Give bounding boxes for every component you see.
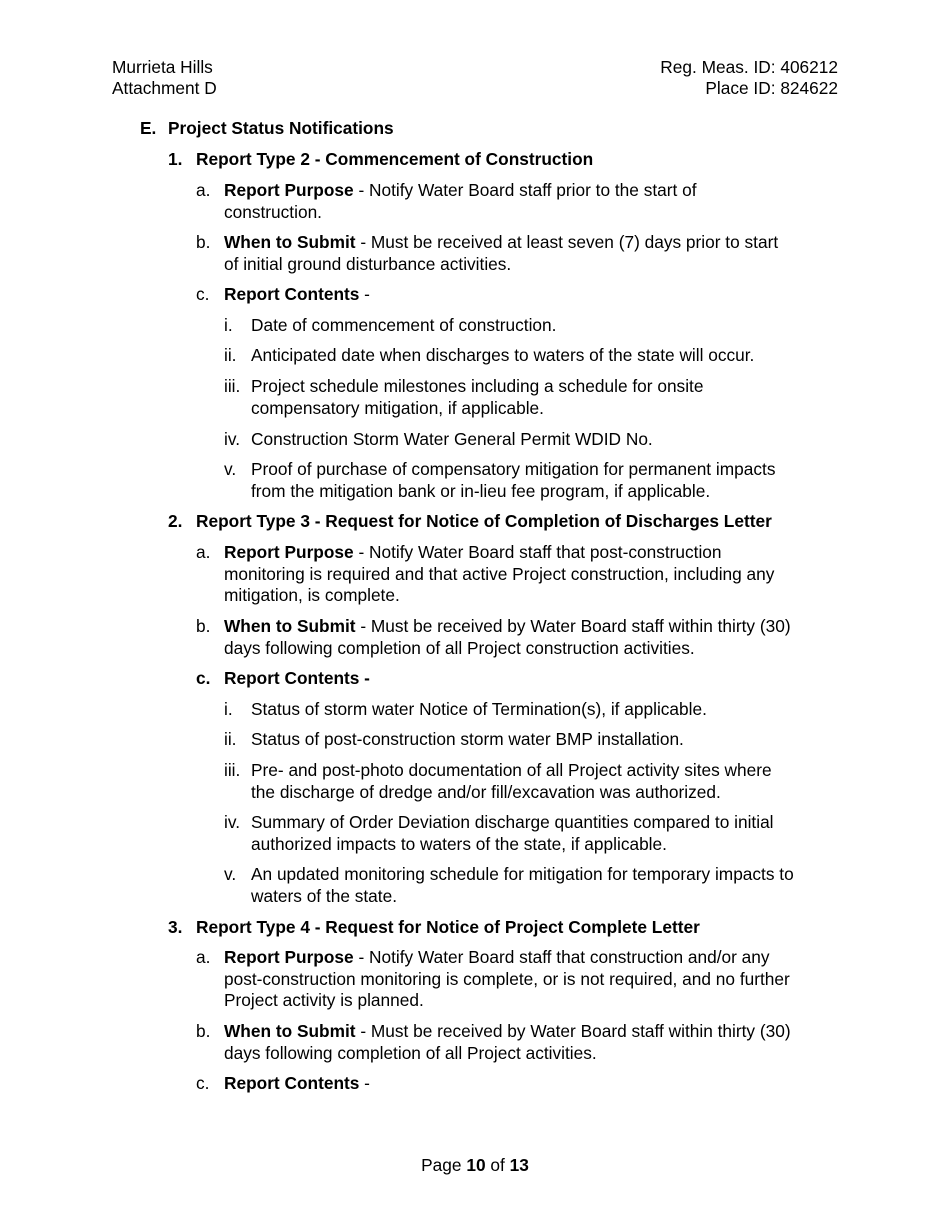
- report3-i-marker: i.: [224, 699, 233, 719]
- report4-b-marker: b.: [196, 1021, 211, 1041]
- report3-v-line2: waters of the state.: [251, 885, 398, 906]
- report2-a-text2: construction.: [224, 201, 322, 222]
- report2-i-marker: i.: [224, 315, 233, 335]
- header-project-name: Murrieta Hills: [112, 57, 213, 77]
- report2-c-text1: -: [359, 284, 370, 304]
- report3-iv-item: [251, 812, 774, 855]
- report3-v-item: [251, 864, 794, 907]
- report2-a-item: [224, 180, 697, 223]
- report3-a-text2: monitoring is required and that active Project construction, including any: [224, 563, 775, 584]
- report3-iv-line1: Summary of Order Deviation discharge quantities compared to initial: [251, 812, 774, 832]
- report2-v-line1: Proof of purchase of compensatory mitigation for permanent impacts: [251, 459, 776, 479]
- header-attachment: Attachment D: [112, 78, 217, 98]
- report3-iii-line2: the discharge of dredge and/or fill/excavation was authorized.: [251, 781, 721, 802]
- footer-page-number: 10: [466, 1155, 486, 1175]
- report2-b-item: [224, 232, 778, 275]
- report2-iii-item: [251, 376, 703, 419]
- report3-b-marker: b.: [196, 616, 211, 636]
- report2-iv-text: Construction Storm Water General Permit WDID No.: [251, 429, 653, 449]
- report4-a-text1: - Notify Water Board staff that construction and/or any: [353, 947, 770, 967]
- report2-marker: 1.: [168, 149, 183, 169]
- report2-i-text: Date of commencement of construction.: [251, 315, 557, 335]
- report2-title: Report Type 2 - Commencement of Construction: [196, 149, 594, 169]
- header-place-id: Place ID: 824622: [705, 78, 838, 98]
- report3-c-marker: c.: [196, 668, 211, 688]
- report3-iv-line2: authorized impacts to waters of the state, if applicable.: [251, 833, 667, 854]
- report3-i-text: Status of storm water Notice of Termination(s), if applicable.: [251, 699, 707, 719]
- report3-b-text2: days following completion of all Project construction activities.: [224, 637, 695, 658]
- report4-b-text2: days following completion of all Project activities.: [224, 1042, 597, 1063]
- report4-marker: 3.: [168, 917, 183, 937]
- report4-title: Report Type 4 - Request for Notice of Project Complete Letter: [196, 917, 700, 937]
- report2-b-label: When to Submit: [224, 232, 356, 252]
- report4-c-item: [224, 1073, 370, 1095]
- report3-ii-text: Status of post-construction storm water BMP installation.: [251, 729, 684, 749]
- report3-b-text1: - Must be received by Water Board staff within thirty (30): [355, 616, 791, 636]
- report2-v-marker: v.: [224, 459, 237, 479]
- report2-b-text2: of initial ground disturbance activities.: [224, 253, 512, 274]
- report2-v-item: [251, 459, 775, 502]
- report2-c-label: Report Contents: [224, 284, 360, 304]
- report2-iii-line1: Project schedule milestones including a schedule for onsite: [251, 376, 704, 396]
- report4-c-text1: -: [359, 1073, 370, 1093]
- report2-iii-line2: compensatory mitigation, if applicable.: [251, 397, 544, 418]
- report3-marker: 2.: [168, 511, 183, 531]
- report3-iii-marker: iii.: [224, 760, 241, 780]
- header-reg-meas-id: Reg. Meas. ID: 406212: [660, 57, 838, 77]
- report4-a-marker: a.: [196, 947, 211, 967]
- report3-iv-marker: iv.: [224, 812, 240, 832]
- report3-c-label: Report Contents -: [224, 668, 370, 688]
- report3-ii-marker: ii.: [224, 729, 237, 749]
- report2-ii-text: Anticipated date when discharges to waters of the state will occur.: [251, 345, 755, 365]
- footer-page-total: 13: [509, 1155, 529, 1175]
- report4-b-text1: - Must be received by Water Board staff within thirty (30): [355, 1021, 791, 1041]
- report3-iii-line1: Pre- and post-photo documentation of all Project activity sites where: [251, 760, 772, 780]
- report4-a-item: [224, 947, 790, 1012]
- report3-b-label: When to Submit: [224, 616, 356, 636]
- report3-a-item: [224, 542, 774, 607]
- report2-c-item: [224, 284, 370, 306]
- report2-a-marker: a.: [196, 180, 211, 200]
- report3-a-label: Report Purpose: [224, 542, 354, 562]
- section-title: Project Status Notifications: [168, 118, 394, 138]
- report4-a-label: Report Purpose: [224, 947, 354, 967]
- report4-a-text3: Project activity is planned.: [224, 990, 424, 1011]
- report4-c-marker: c.: [196, 1073, 210, 1093]
- report2-b-marker: b.: [196, 232, 211, 252]
- report4-c-label: Report Contents: [224, 1073, 360, 1093]
- section-marker: E.: [140, 118, 157, 138]
- report2-iii-marker: iii.: [224, 376, 241, 396]
- report2-c-marker: c.: [196, 284, 210, 304]
- report3-v-line1: An updated monitoring schedule for mitigation for temporary impacts to: [251, 864, 794, 884]
- footer-of-word: of: [490, 1155, 505, 1175]
- report3-v-marker: v.: [224, 864, 237, 884]
- report2-a-label: Report Purpose: [224, 180, 354, 200]
- report3-iii-item: [251, 760, 772, 803]
- report2-a-text1: - Notify Water Board staff prior to the start of: [353, 180, 697, 200]
- report4-b-item: [224, 1021, 791, 1064]
- footer-page-word: Page: [421, 1155, 462, 1175]
- report2-v-line2: from the mitigation bank or in-lieu fee program, if applicable.: [251, 480, 711, 501]
- report3-a-text3: mitigation, is complete.: [224, 585, 400, 606]
- report2-iv-marker: iv.: [224, 429, 240, 449]
- report3-a-marker: a.: [196, 542, 211, 562]
- report2-ii-marker: ii.: [224, 345, 237, 365]
- report3-title: Report Type 3 - Request for Notice of Completion of Discharges Letter: [196, 511, 772, 531]
- report4-b-label: When to Submit: [224, 1021, 356, 1041]
- report3-b-item: [224, 616, 791, 659]
- report2-b-text1: - Must be received at least seven (7) days prior to start: [355, 232, 779, 252]
- report3-a-text1: - Notify Water Board staff that post-construction: [353, 542, 722, 562]
- page-footer: [0, 1155, 950, 1177]
- report4-a-text2: post-construction monitoring is complete, or is not required, and no further: [224, 968, 790, 989]
